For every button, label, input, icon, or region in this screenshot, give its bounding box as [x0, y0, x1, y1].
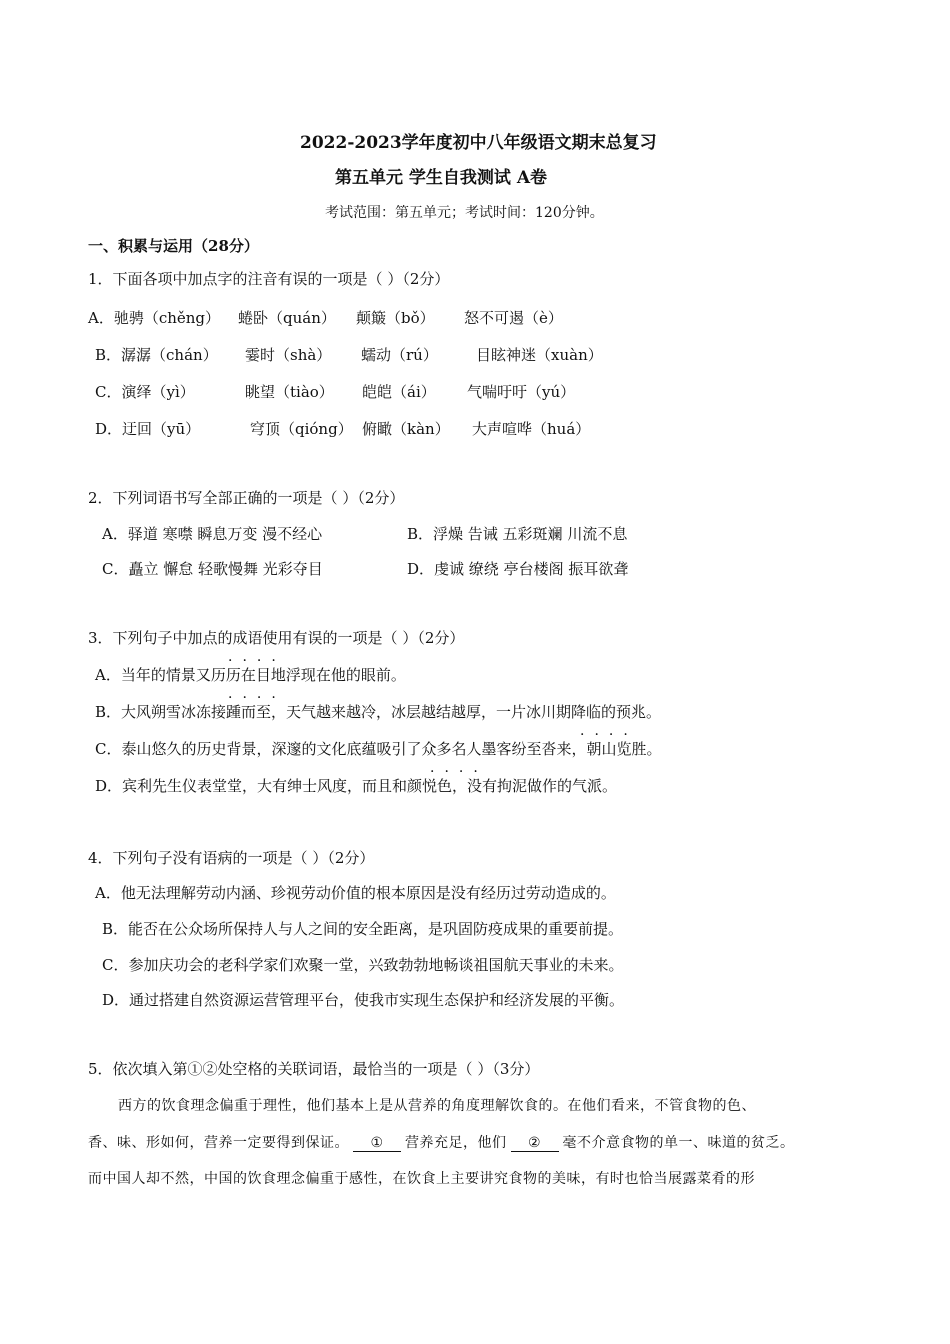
- passage-text: 毫不介意食物的单一、味道的贫乏。: [562, 1135, 795, 1151]
- option-item: D．虔诚 缭绕 亭台楼阁 振耳欲聋: [407, 560, 629, 578]
- option-item: 皑皑（ái）: [362, 383, 436, 401]
- emphasis-dots: ····: [228, 653, 286, 669]
- exam-info: 考试范围：第五单元；考试时间：120分钟。: [325, 205, 604, 221]
- option-item: 俯瞰（kàn）: [362, 420, 450, 438]
- passage-text: 香、味、形如何，营养一定要得到保证。: [88, 1135, 349, 1151]
- emphasis-dots: ····: [430, 764, 488, 780]
- option-item: 穹顶（qióng）: [250, 420, 353, 438]
- question-1-option-d: [95, 418, 590, 439]
- option-item: A．驰骋（chěng）: [88, 309, 221, 327]
- question-2-options-cd: [102, 558, 628, 579]
- option-item: 眺望（tiào）: [245, 383, 334, 401]
- emphasis-dots: ····: [228, 690, 286, 706]
- question-4-option-d: D．通过搭建自然资源运营管理平台，使我市实现生态保护和经济发展的平衡。: [102, 991, 625, 1009]
- passage-text: 营养充足，他们: [405, 1135, 507, 1151]
- option-item: B．潺潺（chán）: [95, 346, 218, 364]
- option-item: 气喘吁吁（yú）: [467, 383, 576, 401]
- blank-2[interactable]: ②: [511, 1135, 559, 1152]
- question-2-stem: 2．下列词语书写全部正确的一项是（ ）（2分）: [88, 489, 405, 507]
- option-item: B．浮燥 告诫 五彩斑斓 川流不息: [407, 525, 628, 543]
- question-5-passage-line-3: 而中国人却不然，中国的饮食理念偏重于感性，在饮食上主要讲究食物的美味，有时也恰当展露菜肴的形: [88, 1171, 755, 1187]
- question-3-option-b: B．大风朔雪冰冻接踵而至，天气越来越冷，冰层越结越厚，一片冰川期降临的预兆。: [95, 703, 662, 721]
- option-item: C．矗立 懈怠 轻歌慢舞 光彩夺目: [102, 560, 323, 578]
- question-3-stem: 3．下列句子中加点的成语使用有误的一项是（ ）（2分）: [88, 629, 465, 647]
- exam-subtitle: 第五单元 学生自我测试 A卷: [335, 168, 548, 188]
- question-1-stem: 1．下面各项中加点字的注音有误的一项是（ ）（2分）: [88, 270, 450, 288]
- emphasis-dots: ····: [580, 727, 638, 743]
- question-4-option-a: A．他无法理解劳动内涵、珍视劳动价值的根本原因是没有经历过劳动造成的。: [95, 884, 616, 902]
- question-5-stem: 5．依次填入第①②处空格的关联词语，最恰当的一项是（ ）（3分）: [88, 1060, 540, 1078]
- option-item: 大声喧哗（huá）: [472, 420, 591, 438]
- question-2-options-ab: [102, 523, 627, 544]
- option-item: 霎时（shà）: [245, 346, 332, 364]
- section-heading: 一、积累与运用（28分）: [88, 237, 259, 255]
- question-5-passage-line-2: [88, 1132, 795, 1152]
- question-4-option-b: B．能否在公众场所保持人与人之间的安全距离，是巩固防疫成果的重要前提。: [102, 920, 624, 938]
- question-5-passage-line-1: 西方的饮食理念偏重于理性，他们基本上是从营养的角度理解饮食的。在他们看来，不管食物的色、: [118, 1098, 756, 1114]
- question-1-option-c: [95, 381, 575, 402]
- option-item: A．驿道 寒噤 瞬息万变 漫不经心: [102, 525, 323, 543]
- question-4-option-c: C．参加庆功会的老科学家们欢聚一堂，兴致勃勃地畅谈祖国航天事业的未来。: [102, 956, 624, 974]
- blank-1[interactable]: ①: [353, 1135, 401, 1152]
- option-item: 蠕动（rú）: [361, 346, 438, 364]
- option-item: 颠簸（bǒ）: [356, 309, 435, 327]
- exam-title: 2022-2023学年度初中八年级语文期末总复习: [300, 133, 657, 153]
- question-3-option-d: D．宾利先生仪表堂堂，大有绅士风度，而且和颜悦色，没有拘泥做作的气派。: [95, 777, 618, 795]
- option-item: 蜷卧（quán）: [238, 309, 336, 327]
- option-item: 怒不可遏（è）: [464, 309, 563, 327]
- question-1-option-a: [88, 307, 563, 328]
- question-3-option-c: C．泰山悠久的历史背景，深邃的文化底蕴吸引了众多名人墨客纷至沓来，朝山览胜。: [95, 740, 662, 758]
- question-3-option-a: A．当年的情景又历历在目地浮现在他的眼前。: [95, 666, 406, 684]
- option-item: 目眩神迷（xuàn）: [476, 346, 603, 364]
- option-item: D．迂回（yū）: [95, 420, 201, 438]
- option-item: C．演绎（yì）: [95, 383, 195, 401]
- question-1-option-b: [95, 344, 603, 365]
- question-4-stem: 4．下列句子没有语病的一项是（ ）（2分）: [88, 849, 375, 867]
